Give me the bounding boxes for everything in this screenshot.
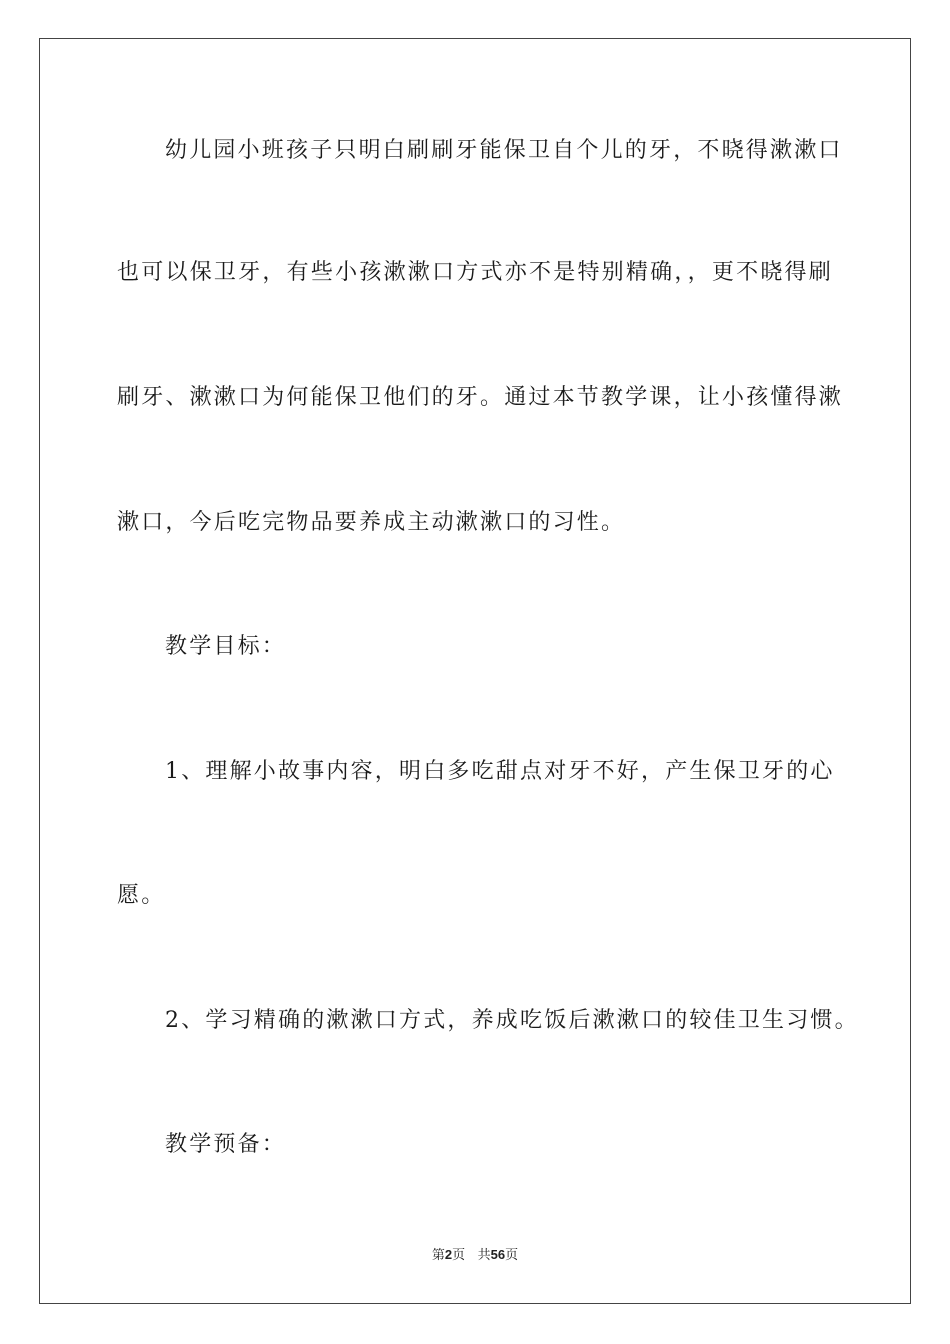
paragraph-line: 漱口，今后吃完物品要养成主动漱漱口的习性。 [117,510,626,535]
paragraph-line: 也可以保卫牙，有些小孩漱漱口方式亦不是特别精确，，更不晓得刷 [117,260,833,285]
footer-total-prefix: 共 [477,1248,491,1263]
section-heading: 教学目标： [165,634,287,659]
paragraph-line: 1、理解小故事内容，明白多吃甜点对牙不好，产生保卫牙的心 [165,759,835,784]
footer-total-suffix: 页 [505,1248,519,1263]
paragraph-line: 2、学习精确的漱漱口方式，养成吃饭后漱漱口的较佳卫生习惯。 [165,1008,859,1033]
paragraph-line: 幼儿园小班孩子只明白刷刷牙能保卫自个儿的牙，不晓得漱漱口 [165,138,843,163]
page-border [39,38,911,1304]
footer-page-suffix: 页 [452,1248,466,1263]
paragraph-line: 刷牙、漱漱口为何能保卫他们的牙。通过本节教学课，让小孩懂得漱 [117,385,844,410]
footer-total-pages: 56 [490,1247,506,1262]
section-heading: 教学预备： [165,1132,287,1157]
footer-page-number: 2 [444,1247,453,1262]
page-footer [0,1246,950,1265]
footer-page-prefix: 第 [431,1248,445,1263]
paragraph-line: 愿。 [117,883,166,908]
